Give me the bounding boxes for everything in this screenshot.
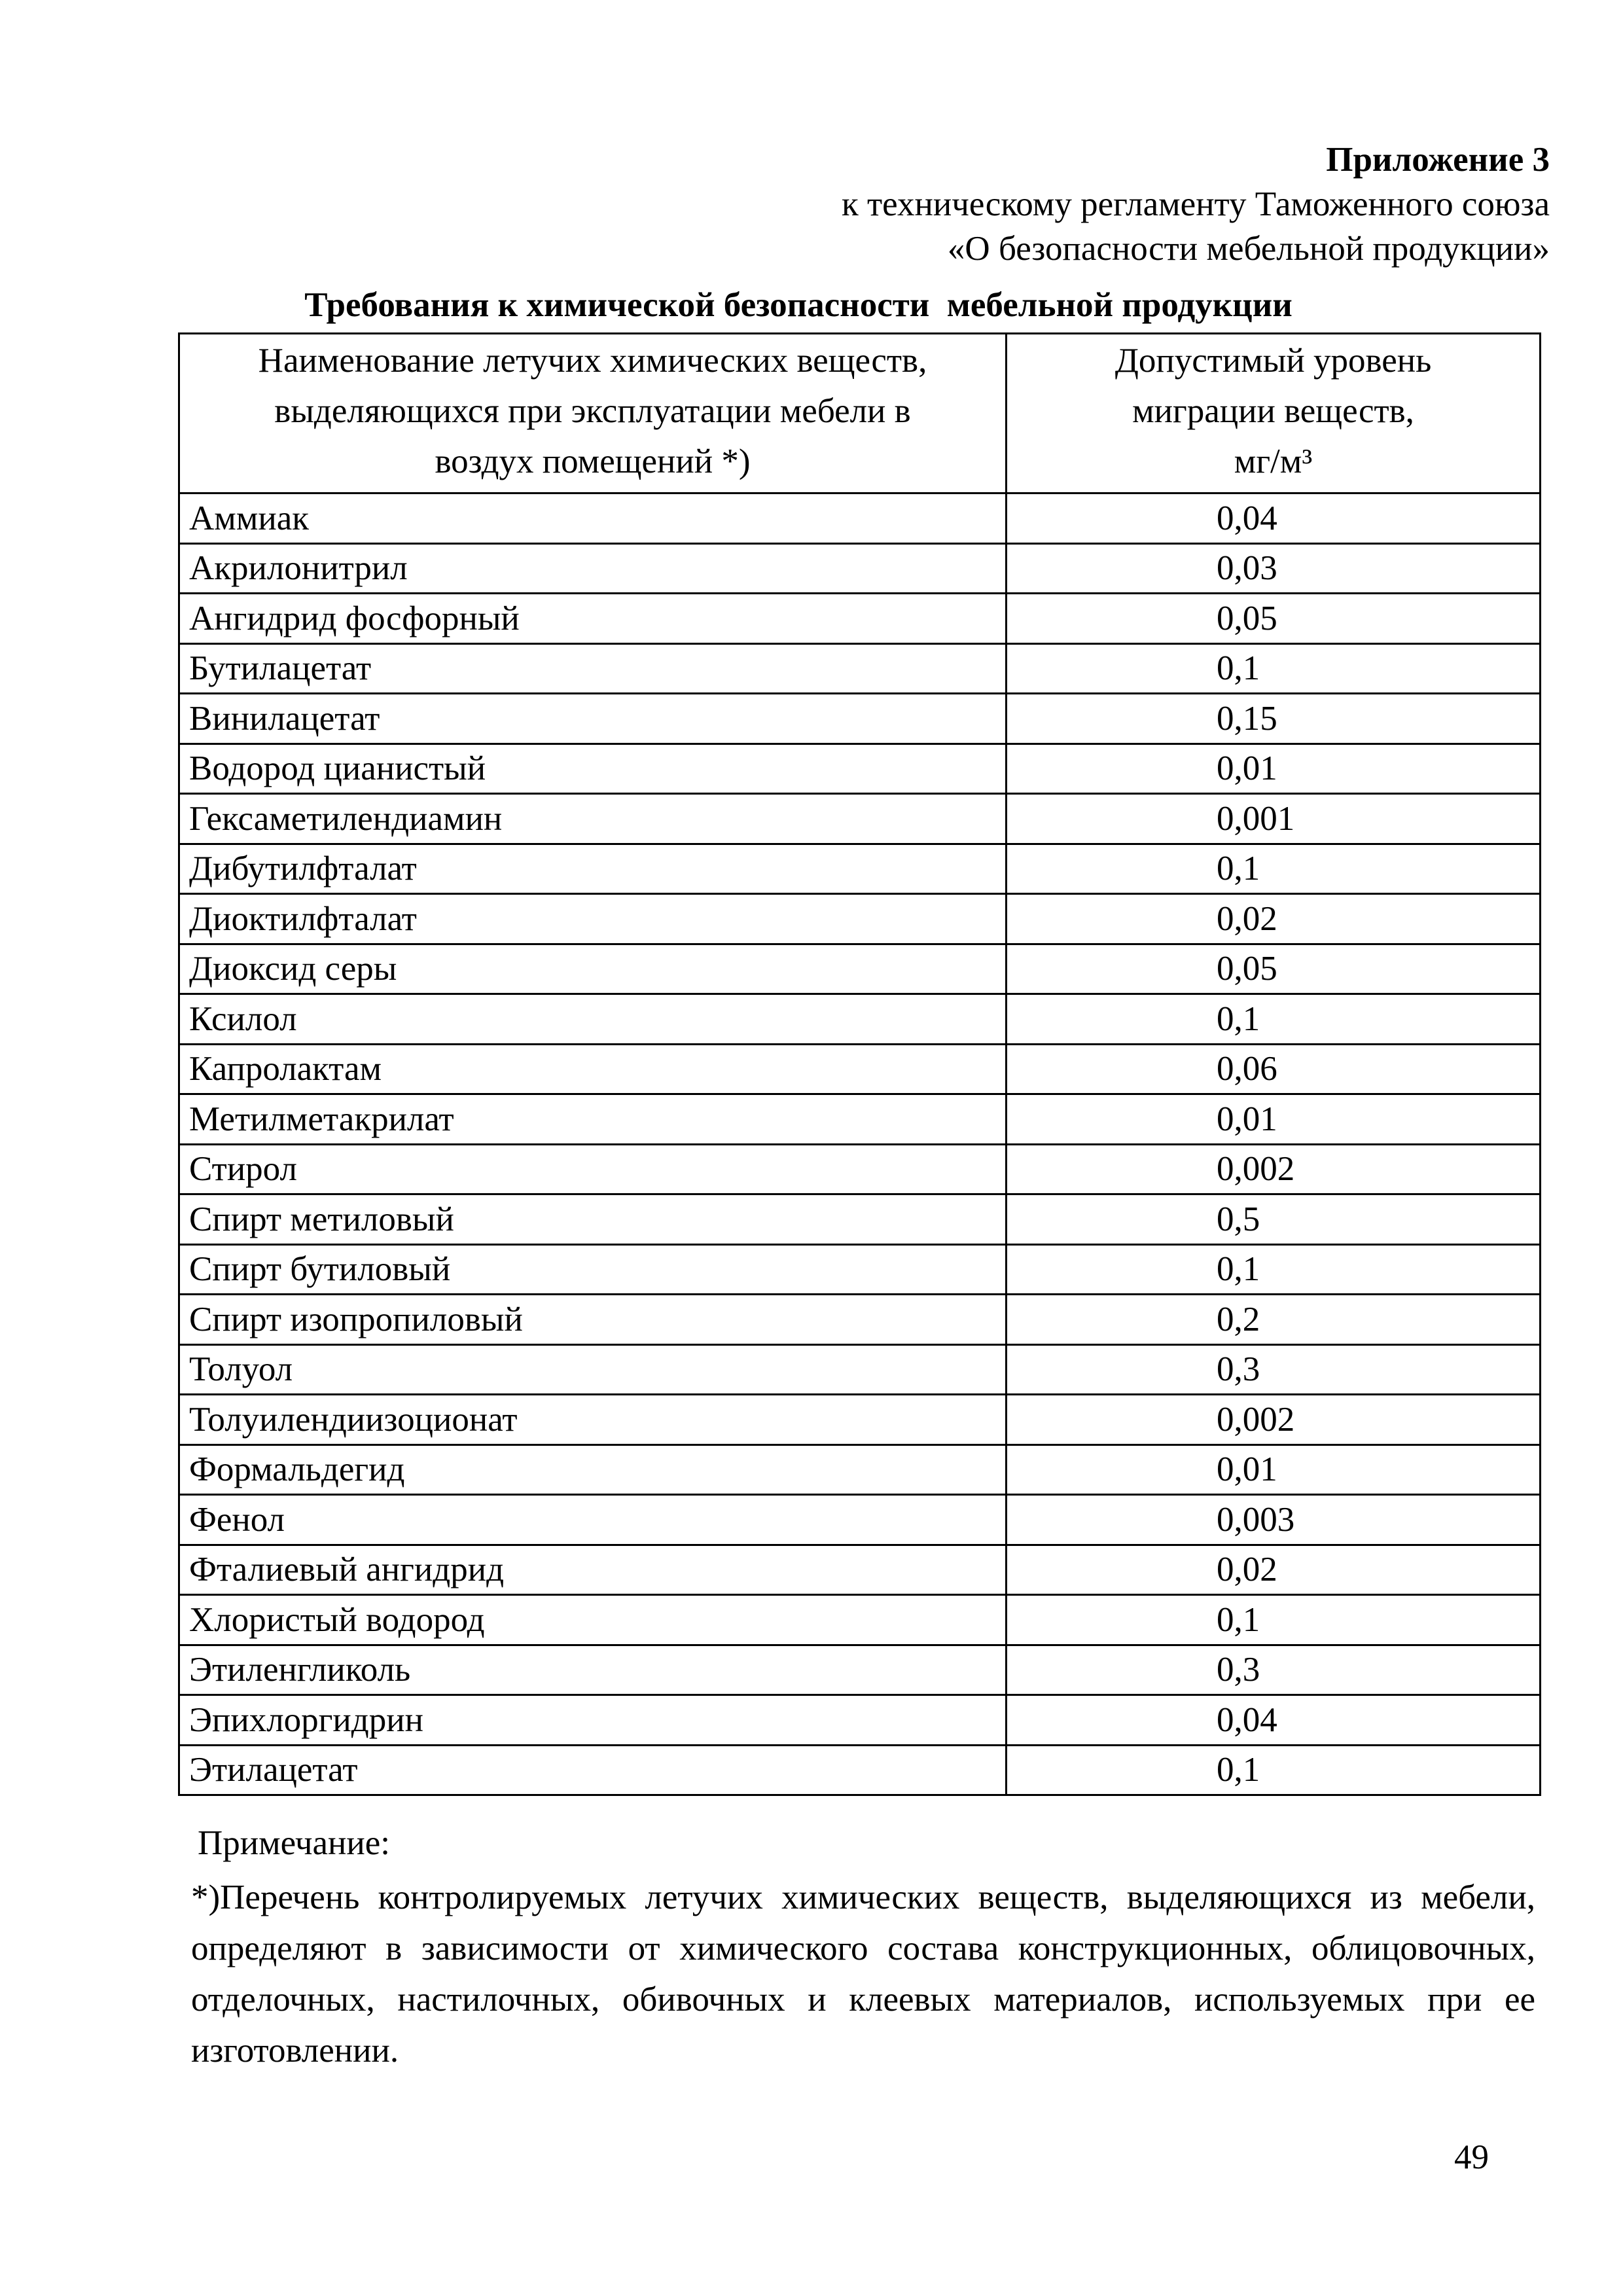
table-row (179, 594, 1541, 644)
table-row (179, 794, 1541, 844)
substance-name: Акрилонитрил (179, 543, 1007, 594)
substance-value: 0,1 (1007, 1745, 1541, 1795)
substance-name: Формальдегид (179, 1444, 1007, 1495)
substance-name: Этиленгликоль (179, 1645, 1007, 1695)
substance-name: Винилацетат (179, 694, 1007, 744)
substance-name: Спирт изопропиловый (179, 1295, 1007, 1345)
substance-name: Диоктилфталат (179, 894, 1007, 944)
appendix-regulation-line: к техническому регламенту Таможенного союза (842, 185, 1550, 223)
header-substance-name (179, 334, 1007, 493)
substance-name: Эпихлоргидрин (179, 1695, 1007, 1746)
substance-value: 0,02 (1007, 894, 1541, 944)
header-value-line: мг/м³ (1234, 442, 1313, 480)
table-row (179, 1645, 1541, 1695)
table-row (179, 1695, 1541, 1746)
substance-value: 0,04 (1007, 493, 1541, 544)
table-row (179, 1244, 1541, 1295)
substance-value: 0,1 (1007, 1244, 1541, 1295)
substance-name: Фенол (179, 1495, 1007, 1545)
substance-value: 0,15 (1007, 694, 1541, 744)
table-header-row (179, 334, 1541, 493)
appendix-regulation-title: «О безопасности мебельной продукции» (947, 230, 1550, 268)
table-row (179, 944, 1541, 994)
substance-value: 0,5 (1007, 1194, 1541, 1245)
table-row (179, 1545, 1541, 1595)
table-title: Требования к химической безопасности мебельной продукции (304, 286, 1293, 324)
substance-value: 0,2 (1007, 1295, 1541, 1345)
substance-name: Этилацетат (179, 1745, 1007, 1795)
substance-name: Спирт бутиловый (179, 1244, 1007, 1295)
substance-name: Ксилол (179, 994, 1007, 1045)
table-row (179, 643, 1541, 694)
table-row (179, 1295, 1541, 1345)
table-row (179, 1344, 1541, 1395)
chemical-requirements-table (178, 332, 1541, 1796)
table-row (179, 894, 1541, 944)
substance-name: Бутилацетат (179, 643, 1007, 694)
substance-name: Толуилендиизоционат (179, 1395, 1007, 1445)
substance-value: 0,01 (1007, 1444, 1541, 1495)
table-row (179, 994, 1541, 1045)
table-row (179, 1745, 1541, 1795)
substance-value: 0,02 (1007, 1545, 1541, 1595)
substance-value: 0,1 (1007, 994, 1541, 1045)
table-row (179, 744, 1541, 794)
table-row (179, 1444, 1541, 1495)
substance-value: 0,002 (1007, 1144, 1541, 1194)
substance-value: 0,05 (1007, 594, 1541, 644)
substance-value: 0,01 (1007, 744, 1541, 794)
substance-name: Спирт метиловый (179, 1194, 1007, 1245)
substance-value: 0,1 (1007, 844, 1541, 894)
header-value-line: Допустимый уровень (1115, 342, 1432, 380)
substance-value: 0,03 (1007, 543, 1541, 594)
table-row (179, 1194, 1541, 1245)
substance-value: 0,3 (1007, 1344, 1541, 1395)
substance-name: Фталиевый ангидрид (179, 1545, 1007, 1595)
table-row (179, 694, 1541, 744)
substance-name: Дибутилфталат (179, 844, 1007, 894)
substance-name: Капролактам (179, 1044, 1007, 1094)
substance-name: Гексаметилендиамин (179, 794, 1007, 844)
page-number: 49 (1454, 2138, 1489, 2176)
substance-value: 0,001 (1007, 794, 1541, 844)
table-row (179, 1395, 1541, 1445)
substance-value: 0,05 (1007, 944, 1541, 994)
substance-value: 0,003 (1007, 1495, 1541, 1545)
appendix-label: Приложение 3 (1326, 141, 1550, 179)
substance-value: 0,1 (1007, 1595, 1541, 1645)
header-permissible-level (1007, 334, 1541, 493)
header-value-line: миграции веществ, (1132, 392, 1414, 430)
substance-value: 0,06 (1007, 1044, 1541, 1094)
header-name-line: Наименование летучих химических веществ, (258, 342, 927, 380)
substance-name: Толуол (179, 1344, 1007, 1395)
substance-name: Ангидрид фосфорный (179, 594, 1007, 644)
header-name-line: воздух помещений *) (435, 442, 751, 480)
substance-name: Диоксид серы (179, 944, 1007, 994)
table-row (179, 543, 1541, 594)
table-row (179, 1595, 1541, 1645)
table-row (179, 1495, 1541, 1545)
substance-name: Хлористый водород (179, 1595, 1007, 1645)
appendix-heading (842, 137, 1550, 271)
table-row (179, 844, 1541, 894)
table-row (179, 1094, 1541, 1145)
table-row (179, 1144, 1541, 1194)
note-text: *)Перечень контролируемых летучих химических веществ, выделяющихся из мебели, определяют в зависимости от химического состава конструкционных, облицовочных, отделочных, настилочных, обивочных и клеевых материалов, используемых при ее изготовлении. (191, 1878, 1535, 2070)
substance-value: 0,01 (1007, 1094, 1541, 1145)
substance-value: 0,1 (1007, 643, 1541, 694)
substance-name: Водород цианистый (179, 744, 1007, 794)
note-label: Примечание: (198, 1824, 391, 1862)
substance-value: 0,04 (1007, 1695, 1541, 1746)
substance-name: Аммиак (179, 493, 1007, 544)
table-row (179, 493, 1541, 544)
header-name-line: выделяющихся при эксплуатации мебели в (274, 392, 911, 430)
substance-value: 0,3 (1007, 1645, 1541, 1695)
substance-name: Метилметакрилат (179, 1094, 1007, 1145)
substance-name: Стирол (179, 1144, 1007, 1194)
substance-value: 0,002 (1007, 1395, 1541, 1445)
table-row (179, 1044, 1541, 1094)
